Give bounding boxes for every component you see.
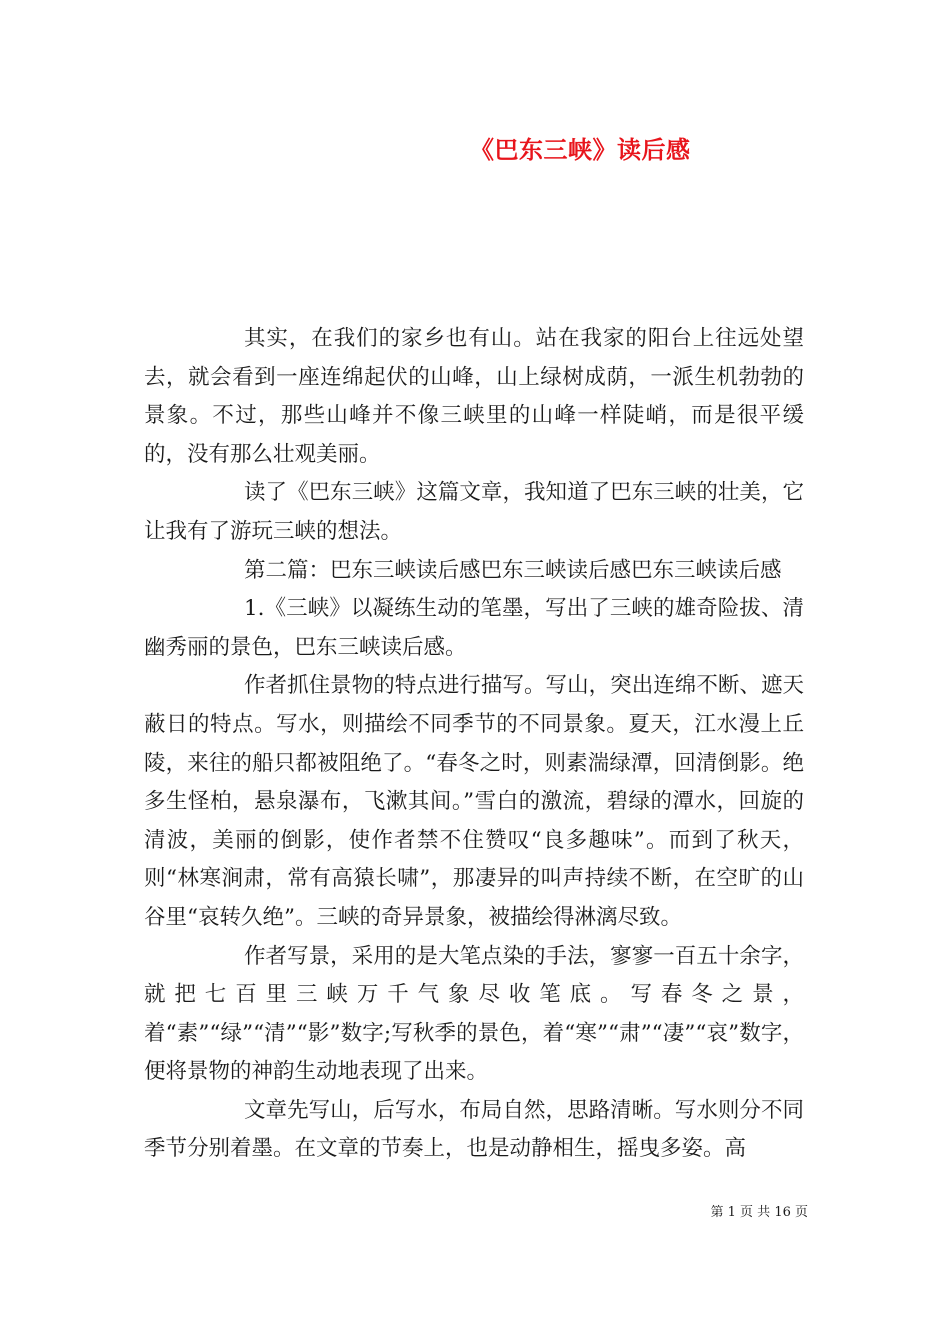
paragraph-1: 其实，在我们的家乡也有山。站在我家的阳台上往远处望去，就会看到一座连绵起伏的山峰，山上绿树成荫，一派生机勃勃的景象。不过，那些山峰并不像三峡里的山峰一样陡峭，而是很平缓的，没有那么壮观美丽。 <box>144 326 804 467</box>
paragraph-3: 第二篇：巴东三峡读后感巴东三峡读后感巴东三峡读后感 <box>244 557 782 583</box>
paragraph-2: 读了《巴东三峡》这篇文章，我知道了巴东三峡的壮美，它让我有了游玩三峡的想法。 <box>144 480 804 544</box>
paragraph-7: 文章先写山，后写水，布局自然，思路清晰。写水则分不同季节分别着墨。在文章的节奏上，也是动静相生，摇曳多姿。高 <box>144 1097 804 1162</box>
document-title: 《巴东三峡》读后感 <box>470 135 691 164</box>
document-body <box>144 320 804 1169</box>
paragraph-6: 作者写景，采用的是大笔点染的手法，寥寥一百五十余字，就把七百里三峡万千气象尽收笔底。写春冬之景，着“素”“绿”“清”“影”数字;写秋季的景色，着“寒”“肃”“凄”“哀”数字，便将景物的神韵生动地表现了出来。 <box>144 943 804 1085</box>
page-number: 第 1 页 共 16 页 <box>710 1205 808 1220</box>
paragraph-5: 作者抓住景物的特点进行描写。写山，突出连绵不断、遮天蔽日的特点。写水，则描绘不同季节的不同景象。夏天，江水漫上丘陵，来往的船只都被阻绝了。“春冬之时，则素湍绿潭，回清倒影。绝多生怪柏，悬泉瀑布，飞漱其间。”雪白的激流，碧绿的潭水，回旋的清波，美丽的倒影，使作者禁不住赞叹“良多趣味”。而到了秋天，则“林寒涧肃，常有高猿长啸”，那凄异的叫声持续不断，在空旷的山谷里“哀转久绝”。三峡的奇异景象，被描绘得淋漓尽致。 <box>144 673 804 930</box>
paragraph-4: 1.《三峡》以凝练生动的笔墨，写出了三峡的雄奇险拔、清幽秀丽的景色，巴东三峡读后感。 <box>144 596 804 660</box>
